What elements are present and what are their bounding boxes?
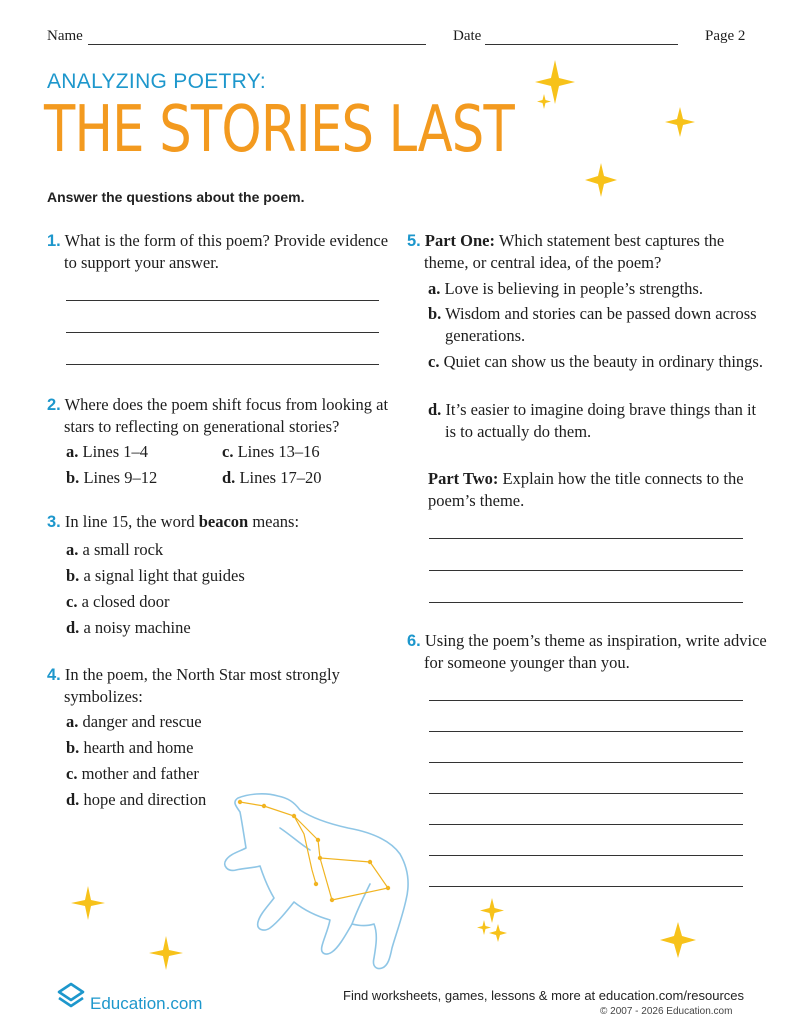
title-eyebrow: ANALYZING POETRY: [47,70,267,93]
instructions: Answer the questions about the poem. [47,189,305,205]
question-5-part-two-text: Explain how the title connects to the poem’s theme. [428,469,744,510]
sparkle-icon [489,924,507,942]
answer-line[interactable] [429,731,743,732]
footer-resources-text: Find worksheets, games, lessons & more at education.com/resources [343,988,745,1003]
polar-bear-constellation-illustration [220,788,430,978]
question-4-number: 4. [47,666,61,684]
date-label: Date [453,28,482,44]
sparkle-icon [71,886,105,920]
question-5-option-d[interactable]: d. It’s easier to imagine doing brave things than it is to actually do them. [428,400,757,441]
sparkle-icon [535,60,575,104]
sparkle-icon [660,922,696,958]
answer-line[interactable] [429,855,743,856]
footer-copyright: © 2007 - 2026 Education.com [600,1006,733,1017]
question-3 [47,511,392,533]
question-3-option-c[interactable]: c. a closed door [66,592,170,611]
education-logo-text: Education.com [90,994,203,1013]
question-4-option-b[interactable]: b. hearth and home [66,738,194,757]
question-5-part-one-text: Which statement best captures the theme, or central idea, of the poem? [424,231,725,272]
education-logo-icon [55,980,87,1010]
question-3-number: 3. [47,513,61,531]
question-2-option-d[interactable]: d. Lines 17–20 [222,468,322,487]
question-3-text-end: means: [248,512,300,531]
question-4-option-d[interactable]: d. hope and direction [66,790,207,809]
page-title: THE STORIES LAST [44,93,514,167]
name-label: Name [47,28,83,44]
stars-decoration-bottom-right [470,890,710,970]
question-4-option-c[interactable]: c. mother and father [66,764,199,783]
sparkle-icon [537,94,551,109]
name-field-line[interactable] [88,44,426,45]
answer-line[interactable] [429,886,743,887]
sparkle-icon [149,936,183,970]
question-5-number: 5. [407,232,421,250]
answer-line[interactable] [429,824,743,825]
sparkle-icon [585,163,617,197]
polar-bear-outline [225,794,408,969]
page-number: Page 2 [705,28,746,44]
sparkle-icon [665,107,695,137]
question-1-number: 1. [47,232,61,250]
question-6-number: 6. [407,632,421,650]
question-2 [47,394,409,438]
question-3-text: In line 15, the word [64,512,199,531]
question-4-text: In the poem, the North Star most strongly symbolizes: [64,665,340,706]
question-3-keyword: beacon [198,512,249,531]
question-4 [47,664,404,708]
question-6-text: Using the poem’s theme as inspiration, write advice for someone younger than you. [424,631,767,672]
question-3-option-a[interactable]: a. a small rock [66,540,164,559]
question-5-part-one-label: Part One: [424,231,495,250]
answer-line[interactable] [429,700,743,701]
question-6 [407,630,769,674]
question-2-option-b[interactable]: b. Lines 9–12 [66,468,158,487]
question-5-part-two-label: Part Two: [428,469,499,488]
date-field-line[interactable] [485,44,678,45]
answer-line[interactable] [66,332,379,333]
question-3-option-d[interactable]: d. a noisy machine [66,618,191,637]
question-4-option-a[interactable]: a. danger and rescue [66,712,202,731]
question-2-option-a[interactable]: a. Lines 1–4 [66,442,149,461]
sparkle-icon [480,898,504,923]
sparkle-icon [477,920,491,935]
answer-line[interactable] [429,570,743,571]
question-1 [47,230,404,274]
answer-line[interactable] [429,538,743,539]
question-1-text: What is the form of this poem? Provide evidence to support your answer. [64,231,389,272]
answer-line[interactable] [66,300,379,301]
question-2-text: Where does the poem shift focus from looking at stars to reflecting on generational stories? [64,395,389,436]
stars-decoration-bottom-left [60,880,200,980]
question-3-option-b[interactable]: b. a signal light that guides [66,566,245,585]
question-5-part-two [428,468,748,512]
stars-decoration-top [530,60,710,210]
question-5 [407,230,769,274]
answer-line[interactable] [429,793,743,794]
answer-line[interactable] [66,364,379,365]
question-2-option-c[interactable]: c. Lines 13–16 [222,442,320,461]
answer-line[interactable] [429,602,743,603]
question-5-option-a[interactable]: a. Love is believing in people’s strengths. [428,279,703,298]
question-2-number: 2. [47,396,61,414]
answer-line[interactable] [429,762,743,763]
question-5-option-c[interactable]: c. Quiet can show us the beauty in ordinary things. [428,352,763,371]
question-5-option-b[interactable]: b. Wisdom and stories can be passed down across generations. [428,304,757,345]
